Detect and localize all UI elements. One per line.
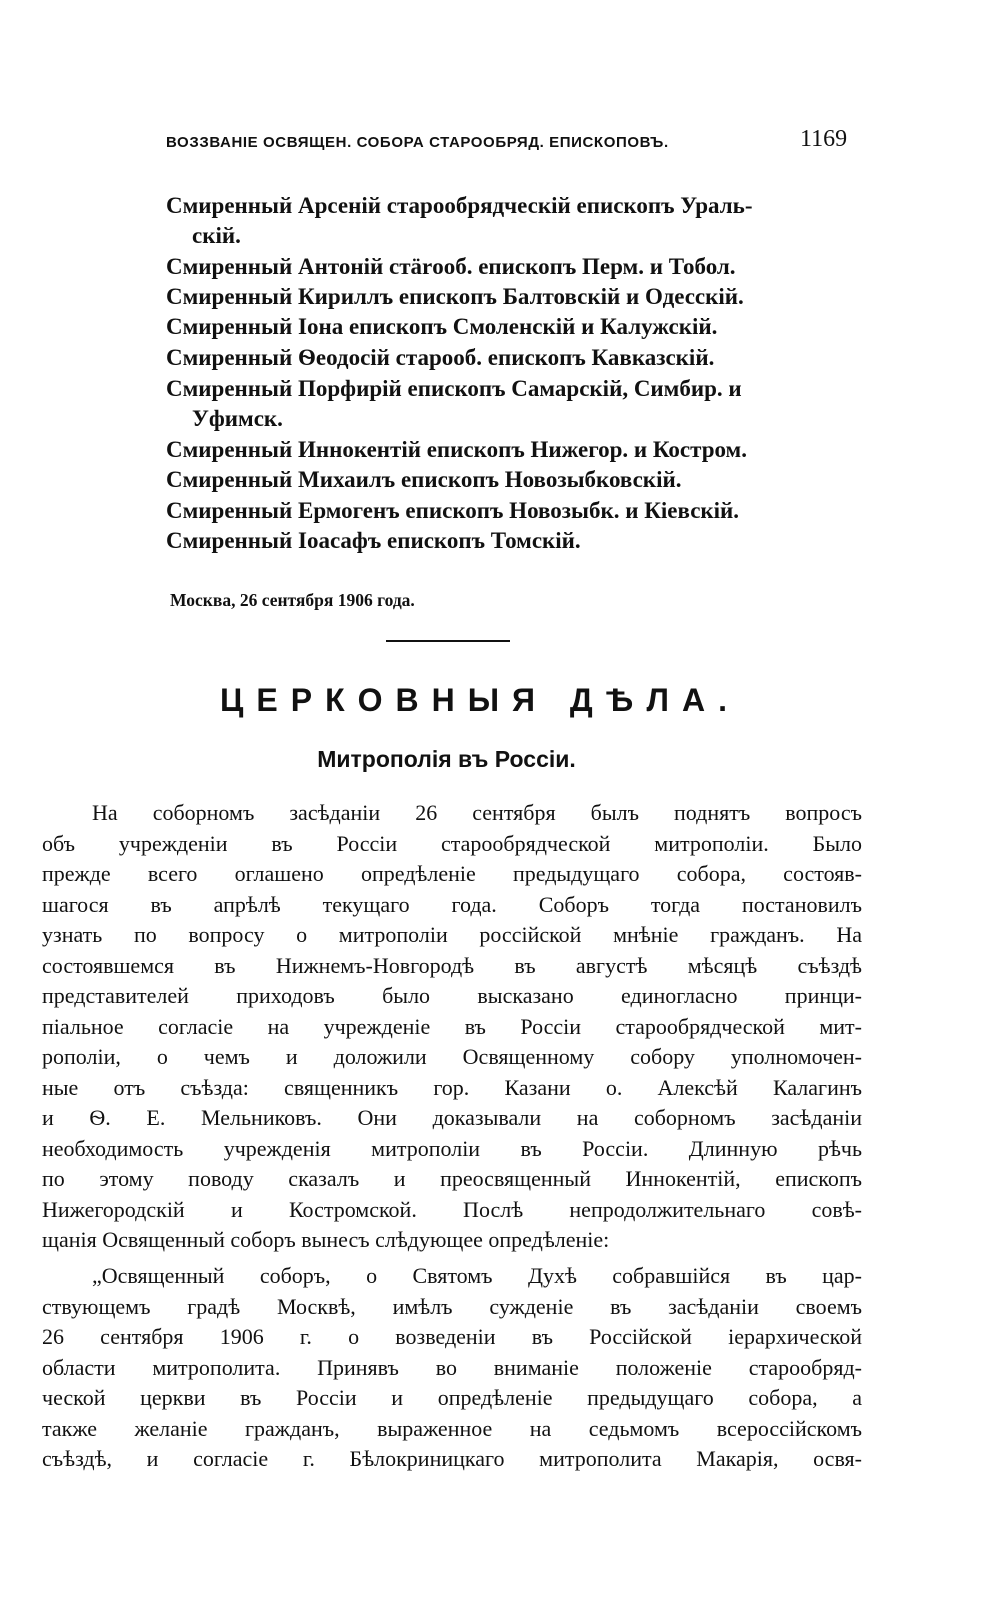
text-line: 26 сентября 1906 г. о возведеніи въ Россійской іерархической [42,1324,862,1349]
signature-line: Смиренный Ѳеодосій старооб. епископъ Кавказскій. [166,345,715,370]
running-header: ВОЗЗВАНІЕ ОСВЯЩЕН. СОБОРА СТАРООБРЯД. ЕПИСКОПОВЪ. [166,134,669,151]
signature-line: Смиренный Порфирій епископъ Самарскій, Симбир. и [166,376,742,401]
text-line: піальное согласіе на учрежденіе въ Россіи старообрядческой мит- [42,1013,862,1039]
text-line: состоявшемся въ Нижнемъ-Новгородѣ въ августѣ мѣсяцѣ съѣздѣ [42,952,862,978]
signature-line: скій. [192,223,241,248]
text-line: также желаніе гражданъ, выраженное на седьмомъ всероссійскомъ [42,1415,862,1441]
signature-line: Смиренный Михаилъ епископъ Новозыбковскій. [166,467,682,492]
signature-line: Смиренный Іона епископъ Смоленскій и Калужскій. [166,314,718,339]
paragraph [42,1261,862,1475]
signature-line: Уфимск. [192,406,283,431]
text-line: ные отъ съѣзда: священникъ гор. Казани о. Алексѣй Калагинъ [42,1074,862,1100]
text-line: Нижегородскій и Костромской. Послѣ непродолжительнаго совѣ- [42,1196,862,1222]
text-line: необходимость учрежденія митрополіи въ Россіи. Длинную рѣчь [42,1135,862,1161]
signature-line: Смиренный Антоній стärооб. епископъ Перм. и Тобол. [166,254,736,279]
signature-line: Смиренный Иннокентій епископъ Нижегор. и Костром. [166,437,747,462]
text-line: по этому поводу сказалъ и преосвященный Иннокентій, епископъ [42,1166,862,1191]
text-line: области митрополита. Принявъ во вниманіе положеніе старообряд- [42,1354,862,1380]
text-line: ствующемъ градѣ Москвѣ, имѣлъ сужденіе въ засѣданіи своемъ [42,1293,862,1319]
section-title: ЦЕРКОВНЫЯ ДѢЛА. [220,682,740,718]
text-line: На соборномъ засѣданіи 26 сентября былъ поднятъ вопросъ [92,800,862,825]
text-line: представителей приходовъ было высказано единогласно принци- [42,983,862,1008]
text-line: объ учрежденіи въ Россіи старообрядческой митрополіи. Было [42,830,862,856]
signature-line: Смиренный Іоасафъ епископъ Томскій. [166,528,581,553]
text-line: ческой церкви въ Россіи и опредѣленіе предыдущаго собора, а [42,1385,862,1410]
signature-line: Смиренный Арсеній старообрядческій епископъ Ураль- [166,193,753,218]
text-line: узнать по вопросу о митрополіи россійской мнѣніе гражданъ. На [42,922,862,947]
dateline: Москва, 26 сентября 1906 года. [170,590,415,610]
text-line: щанія Освященный соборъ вынесъ слѣдующее опредѣленіе: [42,1227,610,1252]
text-line: рополіи, о чемъ и доложили Освященному собору уполномочен- [42,1044,862,1069]
article-title: Митрополія въ Россіи. [317,746,576,772]
text-line: шагося въ апрѣлѣ текущаго года. Соборъ тогда постановилъ [42,891,862,917]
signature-line: Смиренный Кириллъ епископъ Балтовскій и Одесскій. [166,284,744,309]
text-line: „Освященный соборъ, о Святомъ Духѣ собравшійся въ цар- [92,1263,862,1288]
text-line: съѣздѣ, и согласіе г. Бѣлокриницкаго митрополита Макарія, освя- [42,1446,862,1471]
text-line: прежде всего оглашено опредѣленіе предыдущаго собора, состояв- [42,861,862,886]
paragraph [42,798,862,1256]
page-number: 1169 [800,126,848,152]
text-line: и Ѳ. Е. Мельниковъ. Они доказывали на соборномъ засѣданіи [42,1105,862,1130]
section-divider [386,640,510,642]
signature-line: Смиренный Ермогенъ епископъ Новозыбк. и Кіевскій. [166,498,740,523]
